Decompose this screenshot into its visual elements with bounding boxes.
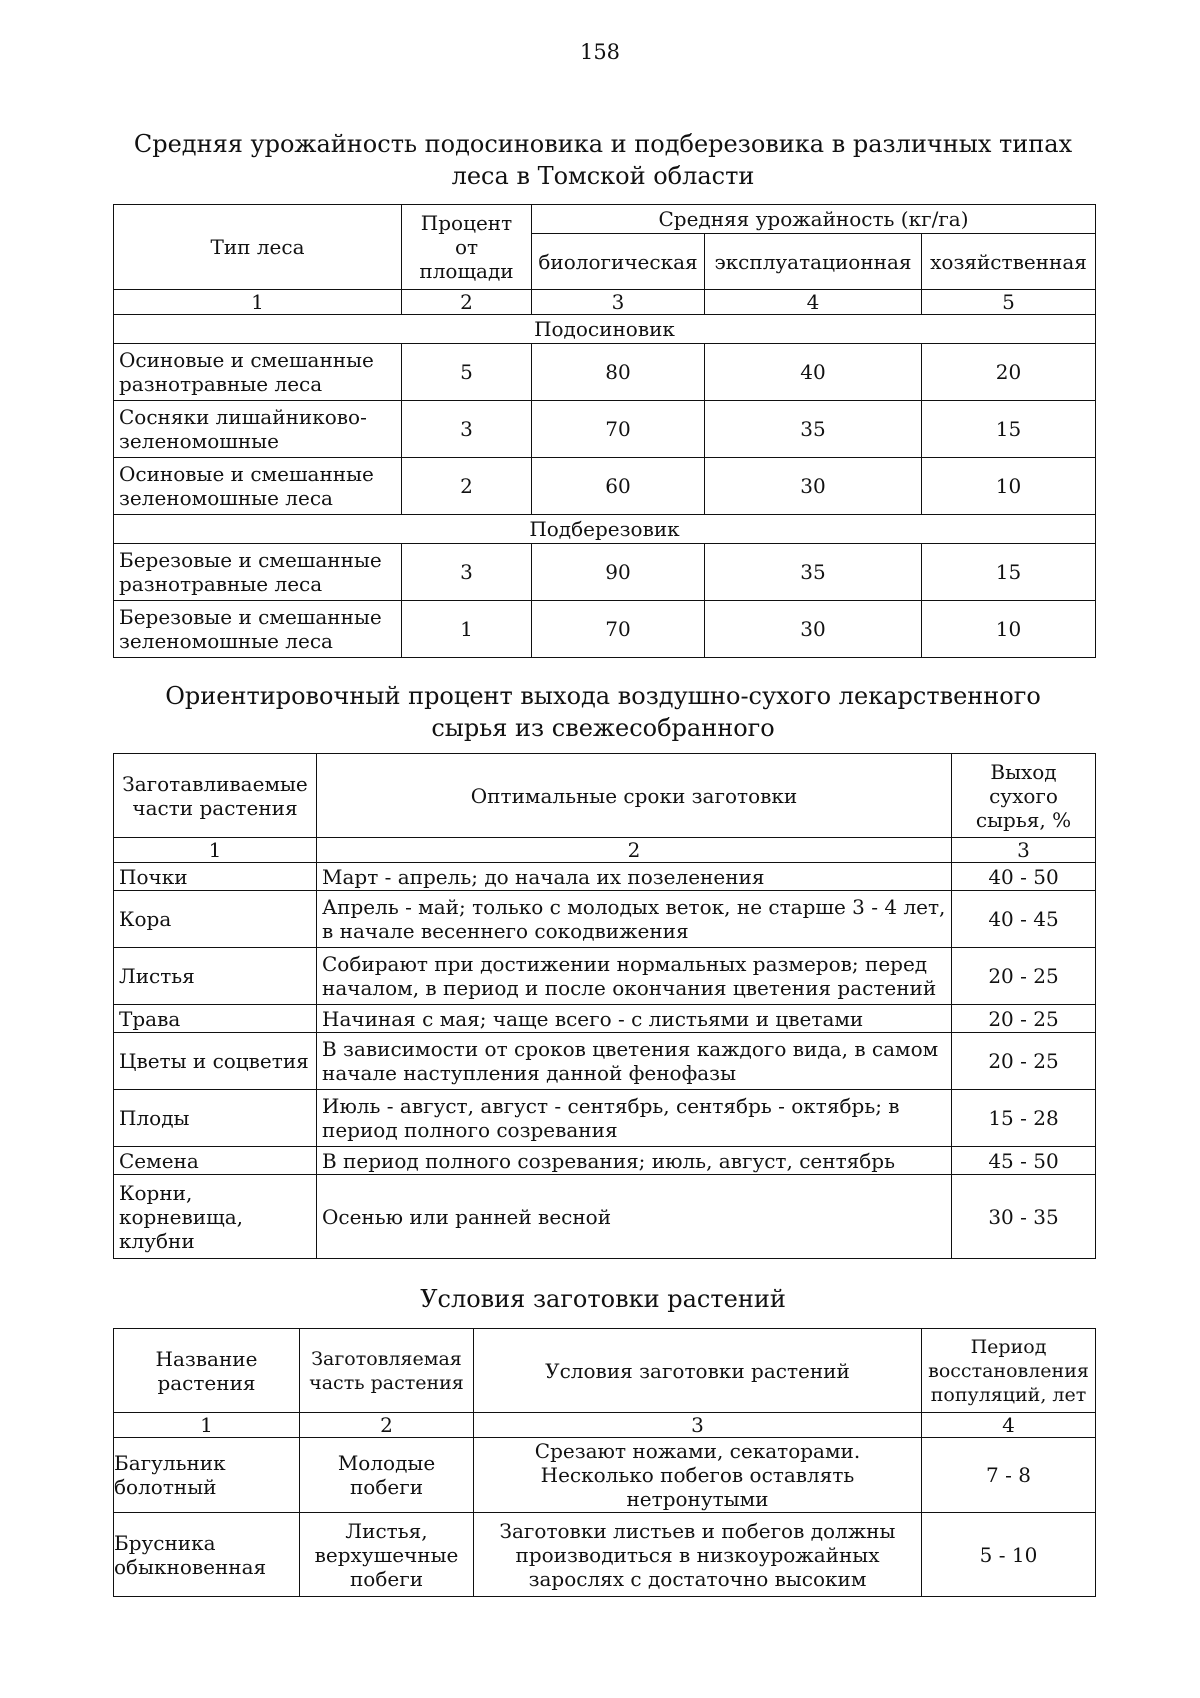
conditions-cell: Заготовки листьев и побегов должны производиться в низкоурожайных зарослях с достаточно высоким <box>474 1513 922 1597</box>
part-cell: Семена <box>114 1147 317 1175</box>
forest-type-cell: Березовые и смешанные зеленомошные леса <box>114 601 402 658</box>
biological-cell: 70 <box>532 401 705 458</box>
table-row <box>114 1175 1096 1259</box>
output-cell: 20 - 25 <box>952 1005 1096 1033</box>
parts-header: Заготавливаемые части растения <box>114 754 317 838</box>
percent-cell: 5 <box>402 344 532 401</box>
table-row <box>114 948 1096 1005</box>
percent-cell: 3 <box>402 544 532 601</box>
table-row <box>114 458 1096 515</box>
forest-type-cell: Березовые и смешанные разнотравные леса <box>114 544 402 601</box>
section-podberezovik: Подберезовик <box>114 515 1096 544</box>
table2-title <box>113 680 1093 744</box>
table-row <box>114 1005 1096 1033</box>
table2-title-line2: сырья из свежесобранного <box>431 714 775 742</box>
column-number: 1 <box>114 838 317 863</box>
table-row <box>114 1033 1096 1090</box>
part-cell: Цветы и соцветия <box>114 1033 317 1090</box>
terms-cell: В зависимости от сроков цветения каждого вида, в самом начале наступления данной фенофазы <box>317 1033 952 1090</box>
biological-header: биологическая <box>532 234 705 290</box>
economic-cell: 10 <box>922 601 1096 658</box>
column-number: 2 <box>317 838 952 863</box>
output-header: Выход сухого сырья, % <box>952 754 1096 838</box>
column-number: 1 <box>114 290 402 315</box>
terms-cell: Начиная с мая; чаще всего - с листьями и цветами <box>317 1005 952 1033</box>
table-row <box>114 544 1096 601</box>
table-row <box>114 1090 1096 1147</box>
table1-title <box>113 128 1093 192</box>
economic-header: хозяйственная <box>922 234 1096 290</box>
output-cell: 40 - 45 <box>952 891 1096 948</box>
part-cell: Плоды <box>114 1090 317 1147</box>
biological-cell: 70 <box>532 601 705 658</box>
column-number: 4 <box>705 290 922 315</box>
part-cell: Листья <box>114 948 317 1005</box>
economic-cell: 10 <box>922 458 1096 515</box>
table-row <box>114 891 1096 948</box>
exploitation-cell: 30 <box>705 458 922 515</box>
table1-header-row <box>114 205 1096 234</box>
biological-cell: 60 <box>532 458 705 515</box>
economic-cell: 20 <box>922 344 1096 401</box>
column-number: 4 <box>922 1413 1096 1438</box>
table-row <box>114 601 1096 658</box>
table1-title-line1: Средняя урожайность подосиновика и подберезовика в различных типах <box>133 130 1073 158</box>
table1-column-numbers <box>114 290 1096 315</box>
column-number: 1 <box>114 1413 300 1438</box>
column-number: 3 <box>474 1413 922 1438</box>
exploitation-cell: 40 <box>705 344 922 401</box>
column-number: 5 <box>922 290 1096 315</box>
period-cell: 5 - 10 <box>922 1513 1096 1597</box>
terms-cell: В период полного созревания; июль, август, сентябрь <box>317 1147 952 1175</box>
table-row <box>114 1513 1096 1597</box>
table2-header-row <box>114 754 1096 838</box>
part-cell: Кора <box>114 891 317 948</box>
output-cell: 15 - 28 <box>952 1090 1096 1147</box>
percent-header: Процент от площади <box>402 205 532 290</box>
part-cell: Почки <box>114 863 317 891</box>
economic-cell: 15 <box>922 401 1096 458</box>
output-cell: 30 - 35 <box>952 1175 1096 1259</box>
terms-cell: Март - апрель; до начала их позеленения <box>317 863 952 891</box>
forest-type-header: Тип леса <box>114 205 402 290</box>
period-header: Период восстановления популяций, лет <box>922 1329 1096 1413</box>
yield-table <box>113 204 1096 658</box>
table2-column-numbers <box>114 838 1096 863</box>
terms-cell: Осенью или ранней весной <box>317 1175 952 1259</box>
conditions-header: Условия заготовки растений <box>474 1329 922 1413</box>
biological-cell: 80 <box>532 344 705 401</box>
table3-header-row <box>114 1329 1096 1413</box>
terms-cell: Апрель - май; только с молодых веток, не старше 3 - 4 лет, в начале весеннего сокодвижения <box>317 891 952 948</box>
plant-part-cell: Молодые побеги <box>300 1438 474 1513</box>
conditions-cell: Срезают ножами, секаторами. Несколько побегов оставлять нетронутыми <box>474 1438 922 1513</box>
table-row <box>114 1438 1096 1513</box>
plant-part-cell: Листья, верхушечные побеги <box>300 1513 474 1597</box>
terms-header: Оптимальные сроки заготовки <box>317 754 952 838</box>
section-podosinovik: Подосиновик <box>114 315 1096 344</box>
period-cell: 7 - 8 <box>922 1438 1096 1513</box>
percent-cell: 3 <box>402 401 532 458</box>
page-number: 158 <box>579 40 621 64</box>
forest-type-cell: Осиновые и смешанные зеленомошные леса <box>114 458 402 515</box>
terms-cell: Июль - август, август - сентябрь, сентябрь - октябрь; в период полного созревания <box>317 1090 952 1147</box>
forest-type-cell: Сосняки лишайниково-зеленомошные <box>114 401 402 458</box>
economic-cell: 15 <box>922 544 1096 601</box>
part-cell: Корни, корневища, клубни <box>114 1175 317 1259</box>
table-row <box>114 1147 1096 1175</box>
output-cell: 20 - 25 <box>952 1033 1096 1090</box>
percent-cell: 2 <box>402 458 532 515</box>
output-cell: 40 - 50 <box>952 863 1096 891</box>
exploitation-cell: 30 <box>705 601 922 658</box>
table-row <box>114 863 1096 891</box>
biological-cell: 90 <box>532 544 705 601</box>
table-row <box>114 344 1096 401</box>
section-row <box>114 315 1096 344</box>
column-number: 2 <box>402 290 532 315</box>
forest-type-cell: Осиновые и смешанные разнотравные леса <box>114 344 402 401</box>
table2-title-line1: Ориентировочный процент выхода воздушно-сухого лекарственного <box>165 682 1041 710</box>
column-number: 2 <box>300 1413 474 1438</box>
exploitation-cell: 35 <box>705 401 922 458</box>
column-number: 3 <box>532 290 705 315</box>
dry-output-table <box>113 753 1096 1259</box>
terms-cell: Собирают при достижении нормальных размеров; перед началом, в период и после окончания цветения растений <box>317 948 952 1005</box>
table1-title-line2: леса в Томской области <box>451 162 755 190</box>
part-cell: Трава <box>114 1005 317 1033</box>
plant-name-header: Название растения <box>114 1329 300 1413</box>
harvest-conditions-table <box>113 1328 1096 1597</box>
output-cell: 20 - 25 <box>952 948 1096 1005</box>
plant-part-header: Заготовляемая часть растения <box>300 1329 474 1413</box>
table-row <box>114 401 1096 458</box>
yield-group-header: Средняя урожайность (кг/га) <box>532 205 1096 234</box>
table3-title: Условия заготовки растений <box>420 1285 786 1313</box>
column-number: 3 <box>952 838 1096 863</box>
plant-name-cell: Багульник болотный <box>114 1438 300 1513</box>
table3-column-numbers <box>114 1413 1096 1438</box>
plant-name-cell: Брусника обыкновенная <box>114 1513 300 1597</box>
section-row <box>114 515 1096 544</box>
exploitation-cell: 35 <box>705 544 922 601</box>
percent-cell: 1 <box>402 601 532 658</box>
output-cell: 45 - 50 <box>952 1147 1096 1175</box>
exploitation-header: эксплуатационная <box>705 234 922 290</box>
